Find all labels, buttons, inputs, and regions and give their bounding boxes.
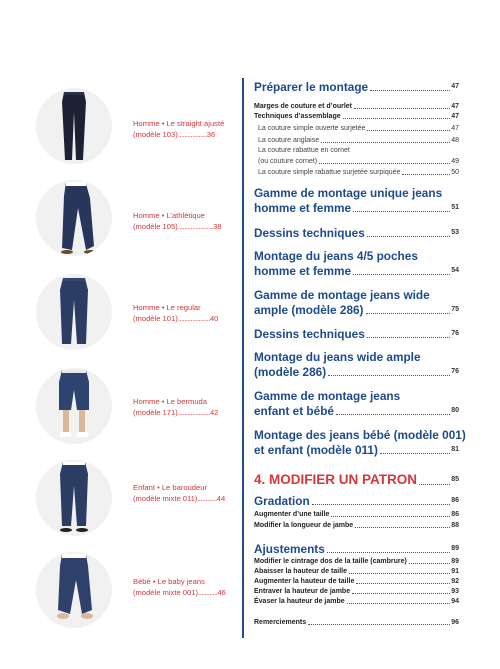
jeans-image [36,180,112,256]
toc-entry[interactable]: Évaser la hauteur de jambe 94 [254,598,459,605]
model-item[interactable]: Homme • Le bermuda (modèle 171)....................42 [0,368,240,448]
toc-entry[interactable]: Techniques d’assemblage 47 [254,113,459,120]
model-item[interactable]: Bébé • Le baby jeans (modèle mixte 001)............46 [0,552,240,632]
toc-entry[interactable]: Modifier le cintrage dos de la taille (cambrure) 89 [254,558,459,565]
model-label: Homme • Le regular [133,303,201,312]
model-item[interactable]: Homme • L’athlétique (modèle 105)......................38 [0,180,240,260]
model-item[interactable]: Homme • Le regular (modèle 101)....................40 [0,274,240,354]
toc-entry[interactable]: (ou couture cornet) 49 [258,158,459,165]
jeans-image [36,368,112,444]
toc-entry[interactable]: Montage du jeans 4/5 poches homme et femme 54 [254,249,459,278]
toc-entry[interactable]: La couture simple rabattue surjetée surpiquée 50 [258,169,459,176]
toc-entry[interactable]: Gamme de montage jeans wide ample (modèle 286) 75 [254,288,459,317]
toc-entry[interactable]: Montage des jeans bébé (modèle 001) et enfant (modèle 011) 81 [254,428,466,457]
model-sub: (modèle mixte 011) [133,494,198,503]
toc-entry[interactable]: La couture anglaise 48 [258,137,459,144]
toc-entry[interactable]: Remerciements 96 [254,619,459,626]
toc-entry[interactable]: La couture simple ouverte surjetée 47 [258,125,459,132]
toc-entry[interactable]: Gamme de montage jeans enfant et bébé 80 [254,389,459,418]
model-page: 40 [209,314,219,323]
jeans-image [36,552,112,628]
model-page: 36 [206,130,216,139]
model-label: Homme • Le bermuda [133,397,207,406]
toc-entry[interactable]: Dessins techniques 76 [254,327,459,341]
jeans-image [36,274,112,350]
model-label: Enfant • Le baroudeur [133,483,208,492]
model-page: 44 [216,494,226,503]
model-label: Homme • L’athlétique [133,211,205,220]
model-sub: (modèle 171) [133,408,178,417]
model-page: 38 [213,222,222,231]
model-sub: (modèle 103) [133,130,178,139]
model-sub: (modèle 105) [133,222,178,231]
toc-entry[interactable]: Augmenter d’une taille 86 [254,511,459,518]
divider-line [242,78,244,638]
model-label: Homme • Le straight ajusté [133,119,225,128]
toc-entry[interactable]: Abaisser la hauteur de taille 91 [254,568,459,575]
model-sub: (modèle 101) [133,314,178,323]
model-sub: (modèle mixte 001) [133,588,198,597]
toc-entry[interactable]: Entraver la hauteur de jambe 93 [254,588,459,595]
toc-entry[interactable]: Augmenter la hauteur de taille 92 [254,578,459,585]
toc-entry[interactable]: Marges de couture et d’ourlet 47 [254,103,459,110]
toc-chapter[interactable]: 4. MODIFIER UN PATRON 85 [254,472,459,487]
model-label: Bébé • Le baby jeans [133,577,205,586]
toc-entry: La couture rabattue en cornet [258,147,350,154]
toc-entry[interactable]: Gamme de montage unique jeans homme et femme 51 [254,186,459,215]
toc-entry[interactable]: Modifier la longueur de jambe 88 [254,522,459,529]
toc-entry[interactable]: Ajustements 89 [254,542,459,556]
models-column [0,0,240,669]
model-page: 42 [209,408,219,417]
toc-entry[interactable]: Préparer le montage 47 [254,80,459,94]
toc-entry[interactable]: Dessins techniques 53 [254,226,459,240]
jeans-image [36,460,112,536]
model-item[interactable]: Homme • Le straight ajusté (modèle 103)..................36 [0,88,240,168]
jeans-image [36,88,112,164]
model-page: 46 [217,588,226,597]
model-item[interactable]: Enfant • Le baroudeur (modèle mixte 011)............44 [0,460,240,540]
toc-entry[interactable]: Montage du jeans wide ample (modèle 286) 76 [254,350,459,379]
toc-entry[interactable]: Gradation 86 [254,494,459,508]
